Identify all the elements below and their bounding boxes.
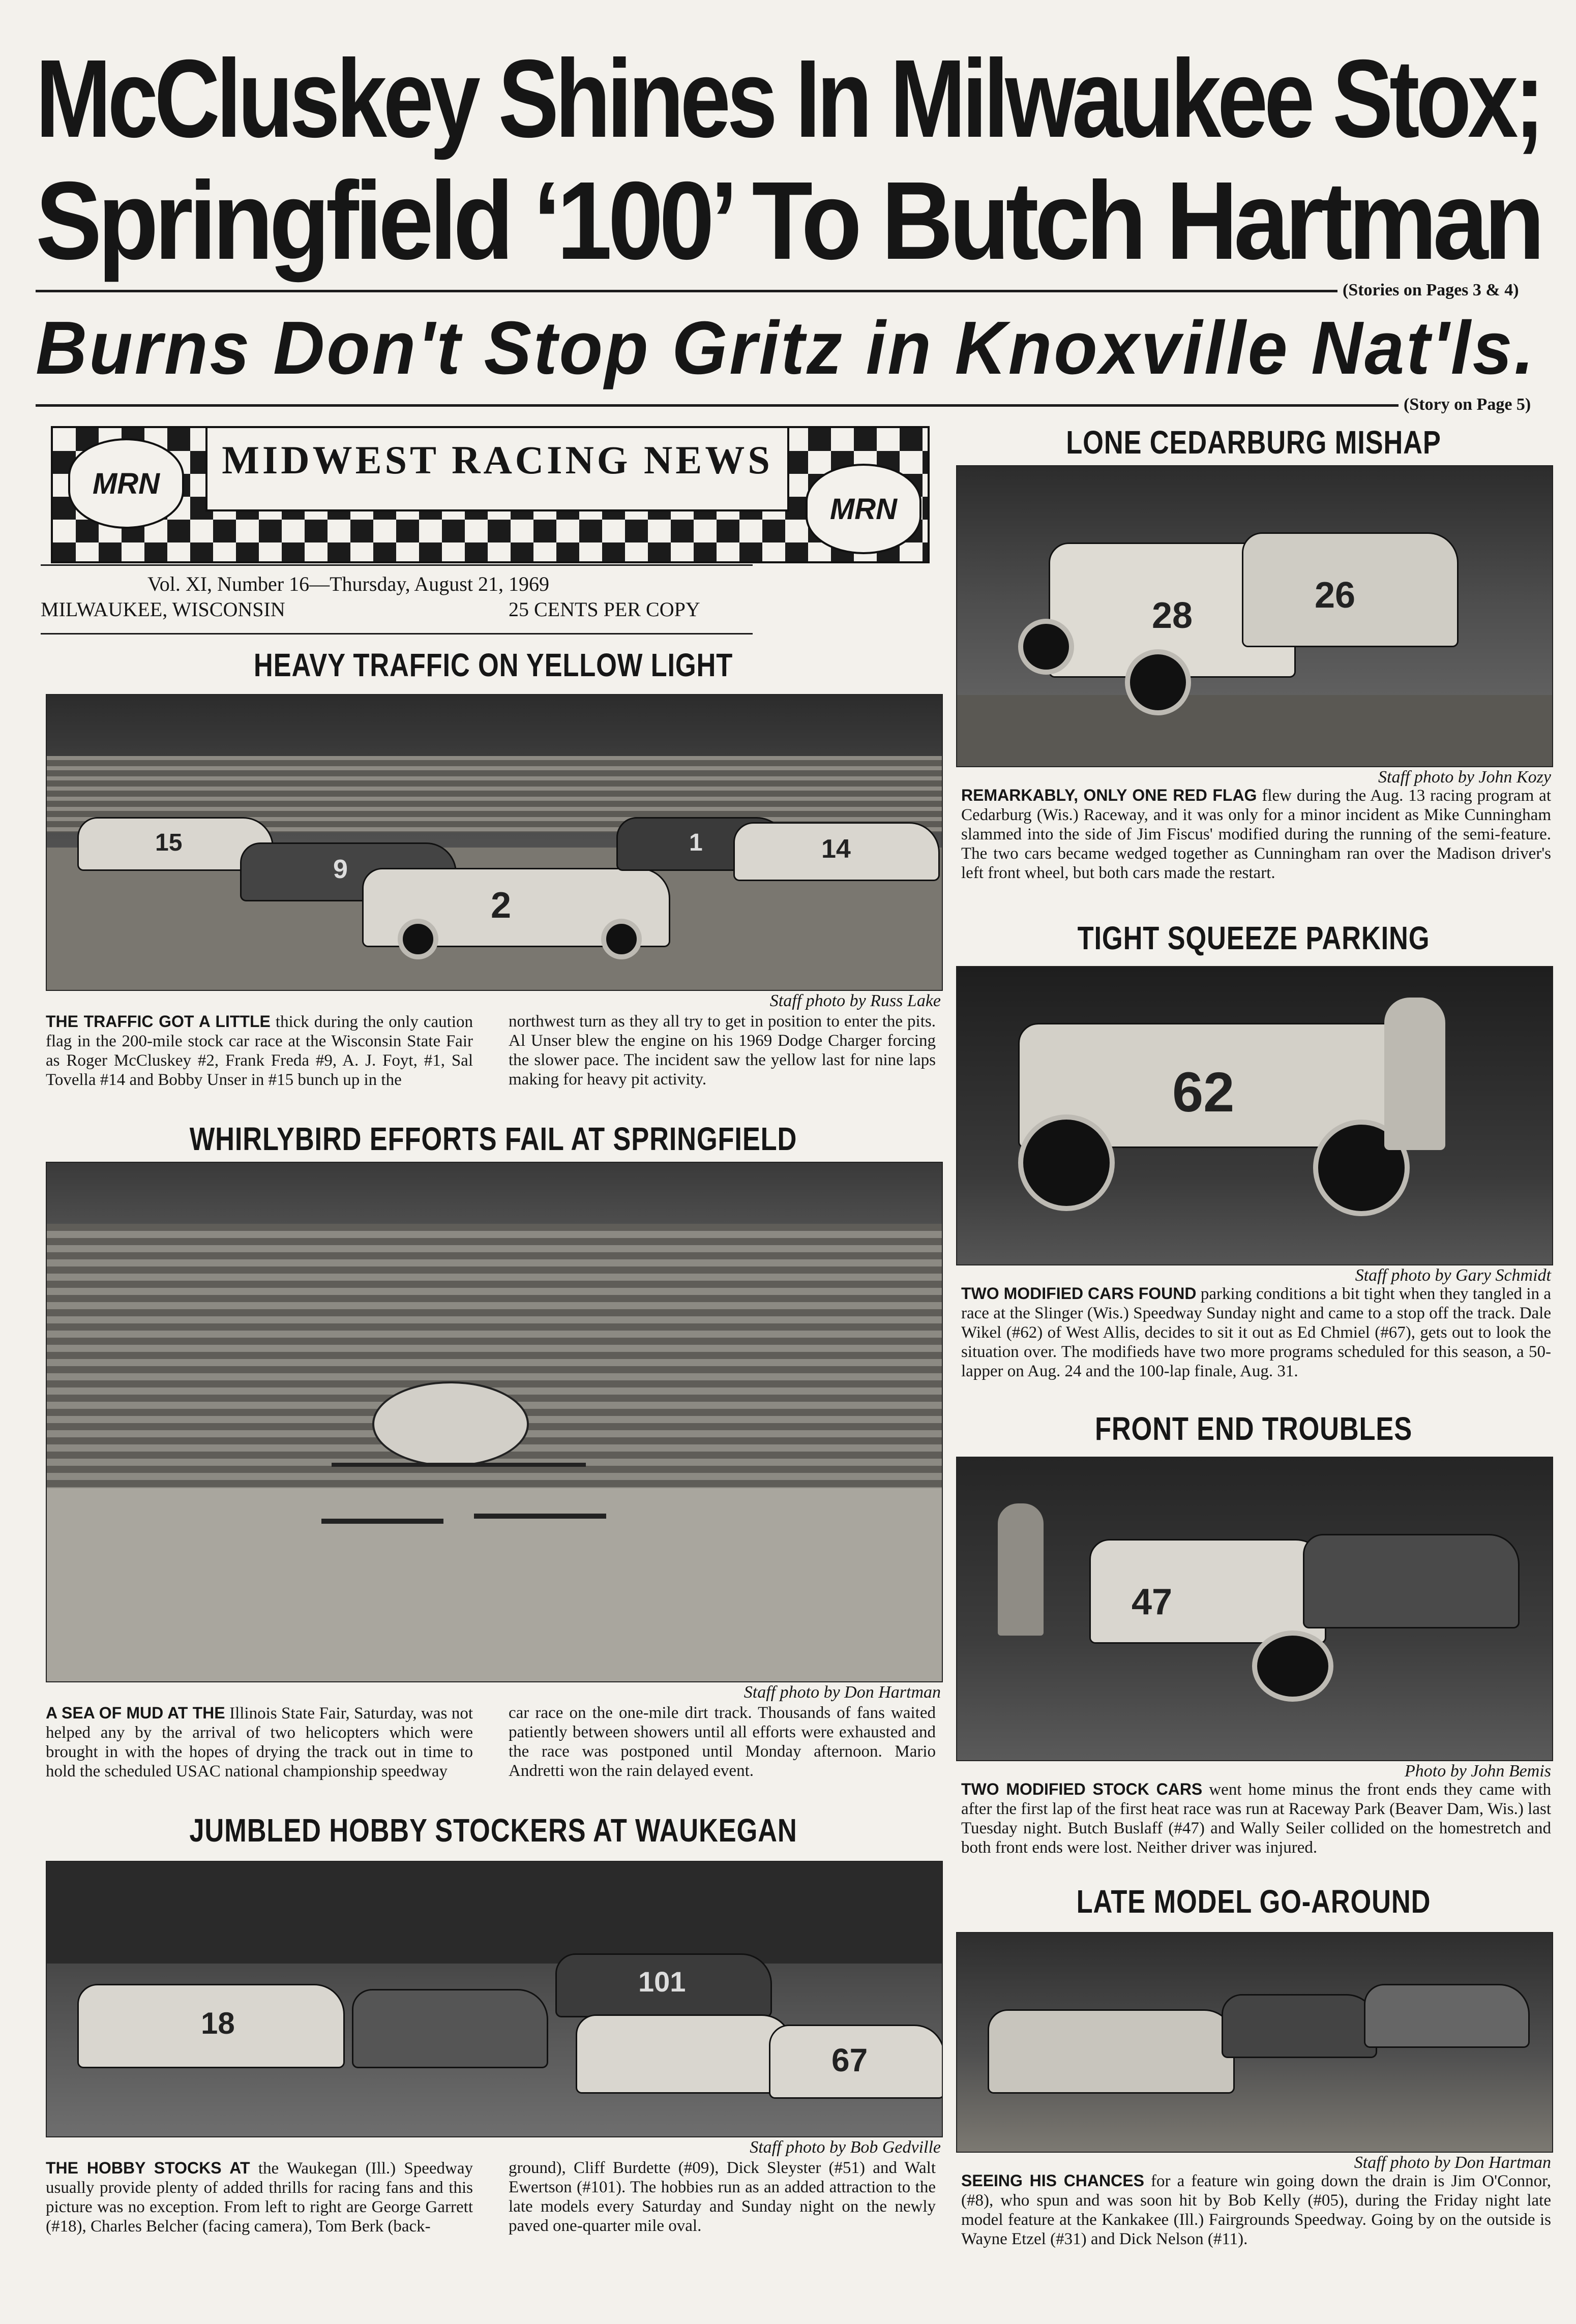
caption-tight-squeeze: [961, 1284, 1551, 1381]
caption-whirlybird-col2: [509, 1703, 936, 1780]
car-number: 18: [201, 2006, 235, 2040]
masthead-rule-top: [41, 564, 753, 566]
car-number: 26: [1315, 575, 1356, 616]
headline-rule: [36, 290, 1337, 292]
car-number: 14: [821, 834, 851, 864]
headline-line-1: McCluskey Shines In Milwaukee Stox;: [36, 37, 1541, 161]
photo-heavy-traffic: [46, 694, 943, 991]
driver-figure: [1384, 998, 1445, 1150]
section-heading: TIGHT SQUEEZE PARKING: [1077, 920, 1430, 956]
section-late-model: [956, 1881, 1551, 1922]
track-surface: [957, 695, 1552, 766]
photo-credit: Staff photo by Gary Schmidt: [1355, 1266, 1551, 1285]
car-jumbled-middle: [352, 1989, 548, 2068]
section-heading: LATE MODEL GO-AROUND: [1076, 1883, 1431, 1920]
caption-lead: TWO MODIFIED STOCK CARS: [961, 1780, 1203, 1798]
caption-lead: TWO MODIFIED CARS FOUND: [961, 1284, 1197, 1303]
car-number: 67: [831, 2042, 868, 2078]
car-number: 28: [1152, 595, 1193, 636]
photo-jumbled: [46, 1861, 943, 2137]
headline-line-2: Springfield ‘100’ To Butch Hartman: [36, 159, 1541, 283]
mrn-logo-right: [806, 464, 921, 554]
car-8: [988, 2009, 1235, 2094]
helicopter-skid: [321, 1519, 443, 1524]
caption-text: flew during the Aug. 13 racing program at Cedarburg (Wis.) Raceway, and it was only for a minor incident as Mike Cunningham slammed into the side of Jim Fiscus' modified during the running of the semi-feature. The two cars became wedged together as Cunningham ran over the Madison driver's left front wheel, but both cars made the restart.: [961, 787, 1552, 882]
caption-text: northwest turn as they all try to get in position to enter the pits. Al Unser blew the engine on his 1969 Dodge Charger forcing the slower pace. The incident saw the yellow last for nine laps making for heavy pit activity.: [509, 1012, 936, 1089]
helicopter-skid-bar: [332, 1463, 586, 1467]
car-31: [1222, 1994, 1377, 2058]
caption-jumbled-col2: [509, 2158, 936, 2236]
stories-note: (Stories on Pages 3 & 4): [1343, 281, 1519, 299]
car-number: 9: [333, 855, 348, 884]
photo-credit: Staff photo by Bob Gedville: [750, 2138, 941, 2157]
caption-text: Illinois State Fair, Saturday, was not helped any by the arrival of two helicopters which were brought in with the hopes of drying the track out in time to hold the scheduled USAC national championship speedway: [46, 1704, 473, 1780]
wheel: [1018, 1114, 1115, 1211]
masthead-title: MIDWEST RACING NEWS: [222, 438, 773, 482]
photo-credit: Staff photo by John Kozy: [1378, 768, 1551, 787]
caption-whirlybird-col1: [46, 1703, 473, 1781]
car-seiler: [1303, 1534, 1520, 1628]
section-front-end: [956, 1408, 1551, 1449]
wheel: [398, 919, 438, 959]
volume-line: Vol. XI, Number 16—Thursday, August 21, 1969: [147, 572, 549, 595]
price-line: 25 CENTS PER COPY: [509, 598, 700, 621]
car-number: 1: [689, 829, 703, 856]
photo-tight-squeeze: [956, 966, 1553, 1265]
photo-late-model: [956, 1932, 1553, 2153]
night-sky: [47, 1862, 942, 1964]
caption-lead: REMARKABLY, ONLY ONE RED FLAG: [961, 786, 1257, 804]
caption-lead: A SEA OF MUD AT THE: [46, 1704, 225, 1722]
section-heading: LONE CEDARBURG MISHAP: [1066, 424, 1441, 461]
masthead-banner: [51, 426, 930, 563]
photo-front-end: [956, 1457, 1553, 1761]
caption-lead: SEEING HIS CHANCES: [961, 2171, 1144, 2190]
caption-heavy-traffic-col1: [46, 1012, 473, 1090]
caption-jumbled-col1: [46, 2158, 473, 2236]
section-heading: HEAVY TRAFFIC ON YELLOW LIGHT: [253, 647, 733, 683]
car-number: 101: [638, 1966, 686, 1998]
car-number: 15: [155, 829, 183, 856]
caption-text: the Waukegan (Ill.) Speedway usually provide plenty of added thrills for racing fans and this picture was no exception. From left to right are George Garrett (#18), Charles Belcher (facing camera), Tom Berk (back-: [46, 2159, 473, 2236]
section-heavy-traffic: [46, 645, 941, 685]
caption-late-model: [961, 2171, 1551, 2249]
caption-lead: THE TRAFFIC GOT A LITTLE: [46, 1012, 271, 1031]
wheel: [601, 919, 642, 959]
helicopter-skid: [474, 1514, 606, 1519]
car-101: [555, 1953, 772, 2017]
loose-wheel: [1252, 1631, 1333, 1702]
photo-credit: Staff photo by Don Hartman: [1354, 2153, 1551, 2172]
caption-text: parking conditions a bit tight when they tangled in a race at the Slinger (Wis.) Speedway Sunday night and came to a stop off the track. Dale Wikel (#62) of West Allis, decides to sit it out as Ed Chmiel (#67), gets out to look the situation over. The modifieds have two more programs scheduled for this season, a 50-lapper on Aug. 24 and the 100-lap finale, Aug. 31.: [961, 1285, 1552, 1380]
mrn-logo-left: [68, 438, 184, 529]
car-14: [733, 822, 940, 881]
photo-credit: Staff photo by Russ Lake: [769, 991, 941, 1010]
caption-cedarburg: [961, 786, 1551, 883]
masthead-rule-bottom: [41, 633, 753, 635]
car-47: [1089, 1539, 1326, 1644]
section-jumbled: [46, 1810, 941, 1851]
wheel: [1018, 619, 1074, 675]
section-whirlybird: [46, 1119, 941, 1159]
section-heading: WHIRLYBIRD EFFORTS FAIL AT SPRINGFIELD: [189, 1121, 797, 1157]
caption-lead: THE HOBBY STOCKS AT: [46, 2159, 250, 2177]
photo-whirlybird: [46, 1162, 943, 1682]
logo-text: MRN: [829, 492, 898, 526]
section-tight-squeeze: [956, 918, 1551, 958]
caption-text: thick during the only caution flag in the 200-mile stock car race at the Wisconsin State Fair as Roger McCluskey #2, Frank Freda #9, A. J. Foyt, #1, Sal Tovella #14 and Bobby Unser in #15 bunch up in the: [46, 1013, 473, 1089]
subheadline: Burns Don't Stop Gritz in Knoxville Nat'ls.: [36, 306, 1536, 390]
caption-text: went home minus the front ends they came with after the first lap of the first heat race was run at Raceway Park (Beaver Dam, Wis.) last Tuesday night. Butch Buslaff (#47) and Wally Seiler collided on the homestretch and both front ends were lost. Neither driver was injured.: [961, 1780, 1552, 1857]
car-11: [1364, 1984, 1530, 2048]
caption-text: car race on the one-mile dirt track. Thousands of fans waited patiently between showers until all efforts were exhausted and the race was postponed until Monday afternoon. Mario Andretti won the rain delayed event.: [509, 1704, 936, 1780]
logo-text: MRN: [92, 467, 160, 500]
story-note: (Story on Page 5): [1404, 395, 1531, 414]
car-jumbled-white: [576, 2014, 792, 2094]
wheel: [1125, 649, 1191, 715]
caption-heavy-traffic-col2: [509, 1012, 936, 1089]
helicopter-canopy: [372, 1381, 529, 1467]
section-heading: FRONT END TROUBLES: [1094, 1410, 1413, 1447]
photo-credit: Photo by John Bemis: [1405, 1762, 1551, 1780]
car-67: [769, 2025, 943, 2099]
masthead-title-band: [205, 428, 789, 511]
photo-credit: Staff photo by Don Hartman: [744, 1683, 941, 1702]
caption-text: ground), Cliff Burdette (#09), Dick Sleyster (#51) and Walt Ewertson (#101). The hobbies run as an added attraction to the late models every Saturday and Sunday night on the newly paved one-quarter mile oval.: [509, 2159, 936, 2235]
subhead-rule: [36, 404, 1399, 407]
car-26: [1242, 532, 1459, 647]
car-18: [77, 1984, 345, 2068]
car-number: 62: [1172, 1061, 1235, 1124]
section-cedarburg: [956, 422, 1551, 463]
city-line: MILWAUKEE, WISCONSIN: [41, 598, 285, 621]
car-number: 2: [491, 885, 512, 926]
caption-text: for a feature win going down the drain is Jim O'Connor, (#8), who spun and was soon hit by Bob Kelly (#05), during the Friday night late model feature at the Kankakee (Ill.) Fairgrounds Speedway. Going by on the outside is Wayne Etzel (#31) and Dick Nelson (#11).: [961, 2172, 1552, 2248]
car-number: 47: [1132, 1582, 1173, 1622]
photo-cedarburg: [956, 465, 1553, 767]
section-heading: JUMBLED HOBBY STOCKERS AT WAUKEGAN: [189, 1812, 797, 1849]
caption-front-end: [961, 1779, 1551, 1857]
track-official: [998, 1503, 1044, 1636]
